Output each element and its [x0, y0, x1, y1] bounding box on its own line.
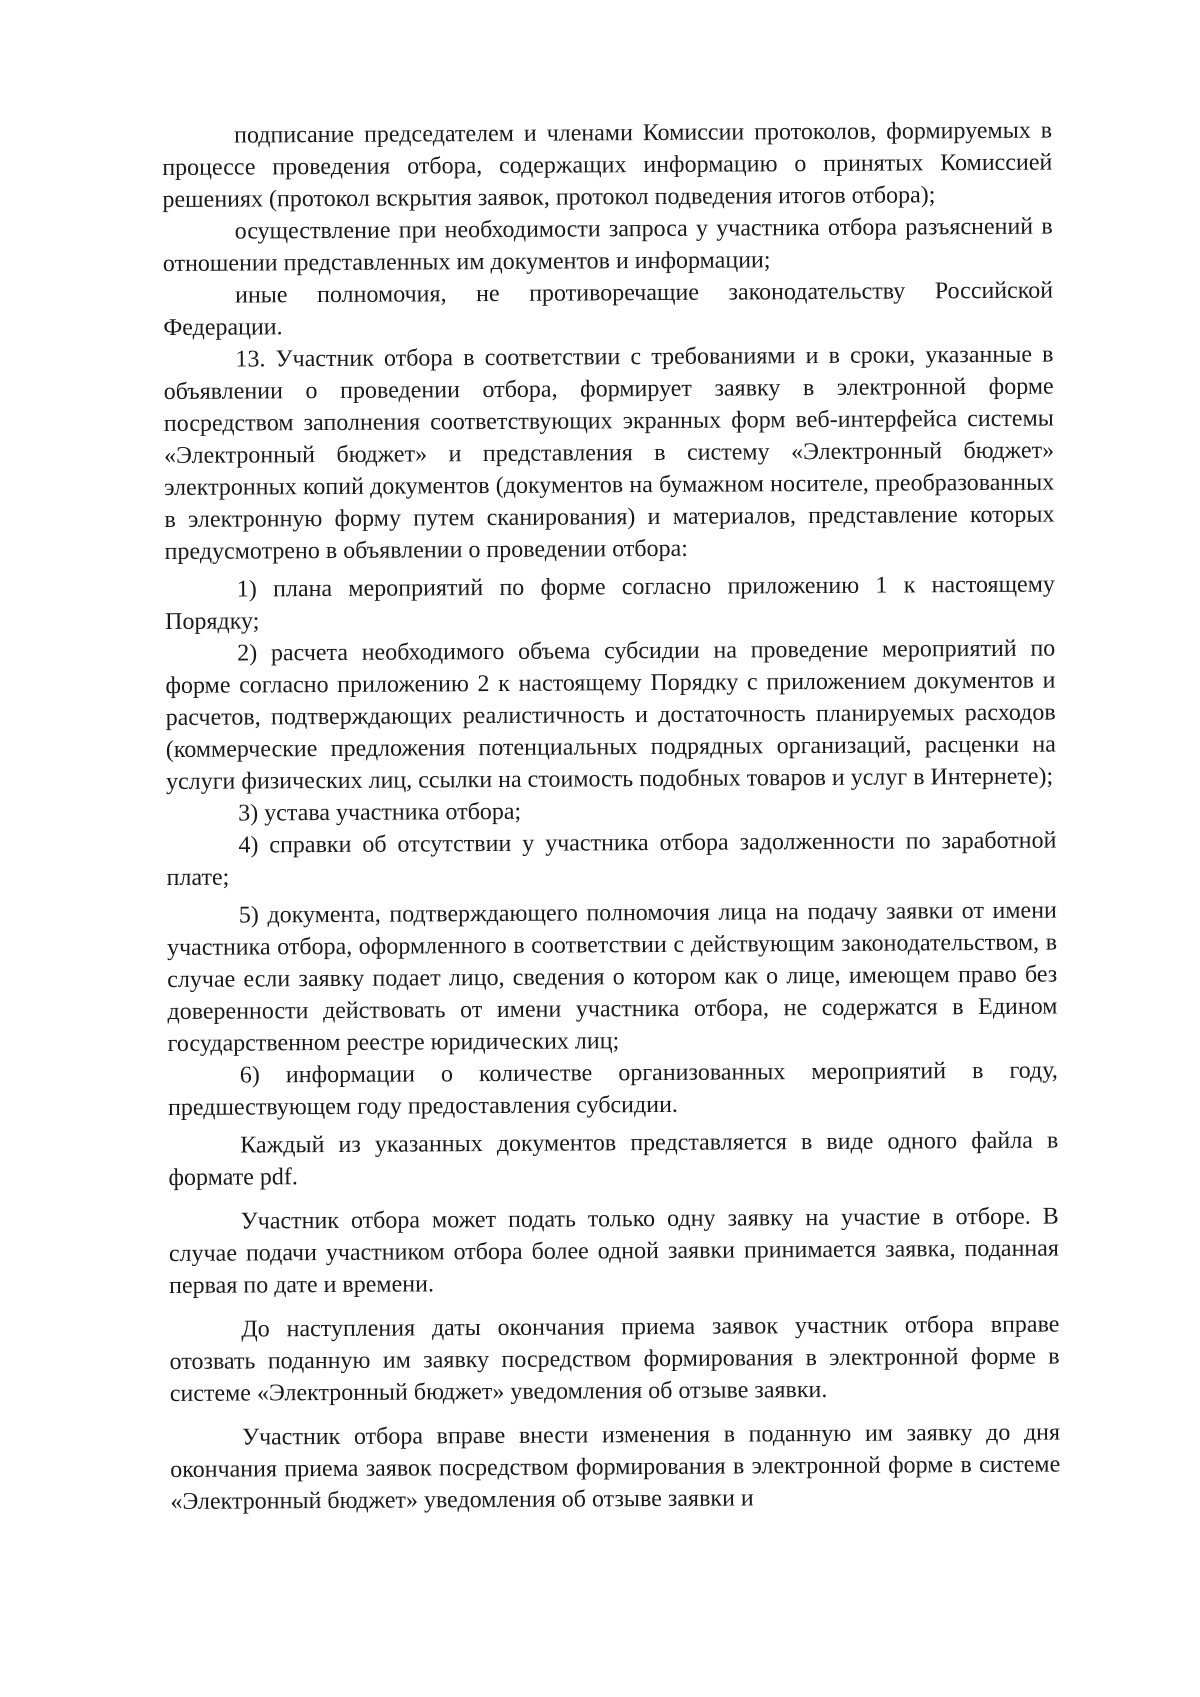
paragraph-signing-protocols: подписание председателем и членами Комиссии протоколов, формируемых в процессе проведения отбора, содержащих информацию о принятых Комиссией решениях (протокол вскрытия заявок, протокол подведения итогов отбора); — [162, 117, 1053, 213]
list-item-1: 1) плана мероприятий по форме согласно приложению 1 к настоящему Порядку; — [164, 571, 1055, 635]
paragraph-other-powers: иные полномочия, не противоречащие законодательству Российской Федерации. — [163, 277, 1054, 341]
list-item-3: 3) устава участника отбора; — [238, 798, 522, 827]
paragraph-item-13: 13. Участник отбора в соответствии с требованиями и в сроки, указанные в объявлении о проведении отбора, формирует заявку в электронной форме посредством заполнения соответствующих экранных форм веб-интерфейса системы «Электронный бюджет» и представления в систему «Электронный бюджет» электронных копий документов (документов на бумажном носителе, преобразованных в электронную форму путем сканирования) и материалов, представление которых предусмотрено в объявлении о проведении отбора: — [163, 341, 1055, 565]
paragraph-modify-application: Участник отбора вправе внести изменения в поданную им заявку до дня окончания приема заявок посредством формирования в электронной форме в системе «Электронный бюджет» уведомления об отзыве заявки и — [170, 1419, 1061, 1515]
paragraph-clarification-request: осуществление при необходимости запроса у участника отбора разъяснений в отношении представленных им документов и информации; — [162, 213, 1053, 277]
document-page — [162, 115, 1061, 1518]
paragraph-single-application: Участник отбора может подать только одну заявку на участие в отборе. В случае подачи участником отбора более одной заявки принимается заявка, поданная первая по дате и времени. — [168, 1203, 1059, 1299]
list-item-6: 6) информации о количестве организованных мероприятий в году, предшествующем году предоставления субсидии. — [167, 1057, 1058, 1121]
list-item-2: 2) расчета необходимого объема субсидии на проведение мероприятий по форме согласно приложению 2 к настоящему Порядку с приложением документов и расчетов, подтверждающих реалистичность и достаточность планируемых расходов (коммерческие предложения потенциальных подрядных организаций, расценки на услуги физических лиц, ссылки на стоимость подобных товаров и услуг в Интернете); — [165, 635, 1056, 795]
list-item-5: 5) документа, подтверждающего полномочия лица на подачу заявки от имени участника отбора, оформленного в соответствии с действующим законодательством, в случае если заявку подает лицо, сведения о котором как о лице, имеющем право без доверенности действовать от имени участника отбора, не содержатся в Едином государственном реестре юридических лиц; — [166, 897, 1058, 1057]
paragraph-file-format: Каждый из указанных документов представляется в виде одного файла в формате pdf. — [168, 1127, 1059, 1191]
paragraph-withdraw-application: До наступления даты окончания приема заявок участник отбора вправе отозвать поданную им заявку посредством формирования в электронной форме в системе «Электронный бюджет» уведомления об отзыве заявки. — [169, 1311, 1060, 1407]
list-item-4: 4) справки об отсутствии у участника отбора задолженности по заработной плате; — [166, 827, 1057, 891]
